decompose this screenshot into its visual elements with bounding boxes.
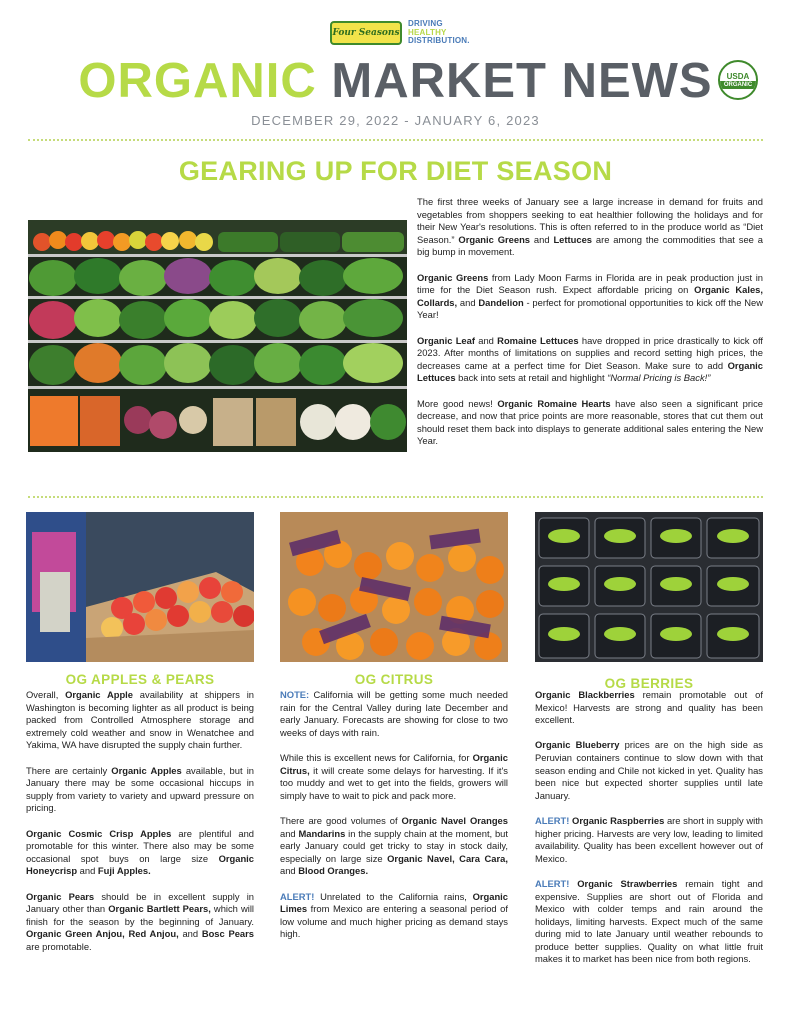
text-run: have dropped in price drastically to kick off 2023. After months of limitations on supplies and record setting high prices, the decreases came at a perfect time for Diet Season. Make sure to add (417, 334, 764, 371)
citrus-paragraph (280, 815, 508, 878)
seal-bottom-text: ORGANIC (720, 81, 756, 89)
apples-paragraph (26, 828, 254, 878)
feature-headline: GEARING UP FOR DIET SEASON (178, 156, 613, 186)
intro-paragraph (417, 272, 763, 322)
highlighted-term: Bosc Pears (201, 928, 254, 940)
highlighted-term: Organic Bartlett Pears, (108, 903, 211, 915)
highlighted-term: Dandelion (478, 296, 524, 308)
berries-title: OG BERRIES (604, 676, 694, 691)
text-run: While this is excellent news for California, for (280, 751, 473, 763)
text-run: have also seen a significant price decrease, and now that price points are more reasonable, stores that cut them out should reset them back into displays to generate additional sales entering the New Year. (417, 397, 763, 447)
dotted-divider-top (28, 139, 763, 141)
usda-organic-seal-icon (718, 60, 758, 100)
text-run: There are certainly (26, 764, 112, 776)
highlighted-term: Organic Raspberries (572, 814, 665, 826)
text-run: There are good volumes of (280, 814, 402, 826)
dotted-divider-middle (28, 496, 763, 498)
intro-article (417, 196, 763, 460)
highlighted-term: Organic Leaf (417, 334, 475, 346)
apples-pears-article (26, 689, 254, 966)
berries-paragraph (535, 739, 763, 802)
text-run: available, but in January there may be some occasional hiccups in supply from variety to variety and upward pressure on pricing. (26, 764, 254, 814)
berries-paragraph (535, 878, 763, 966)
text-run: which will finish for the season by the beginning of January. (26, 903, 254, 927)
highlighted-term: Organic Navel, Cara Cara, (387, 852, 508, 864)
apples-paragraph (26, 689, 254, 752)
highlighted-term: Organic Romaine Hearts (497, 397, 611, 409)
text-run: remain promotable out of Mexico! Harvests are strong and quality has been excellent. (535, 689, 763, 726)
text-run: and (280, 865, 299, 877)
tagline-line-2: HEALTHY (408, 27, 447, 37)
four-seasons-logo (330, 21, 402, 45)
highlighted-term: Organic Greens (417, 271, 489, 283)
alert-label: ALERT! (535, 877, 570, 889)
citrus-article (280, 689, 508, 953)
issue-dateline: DECEMBER 29, 2022 - JANUARY 6, 2023 (251, 113, 540, 128)
produce-shelf-illustration (28, 220, 407, 452)
text-run: are promotable. (26, 940, 92, 952)
alert-label: ALERT! (280, 890, 315, 902)
text-run: from Mexico are entering a seasonal period of low volume and much higher pricing as demand stays high. (280, 903, 508, 940)
alert-label: ALERT! (535, 814, 570, 826)
text-run: are plentiful and promotable for this winter. There also may be some occasional spot buys on large size (26, 827, 254, 864)
text-run: should be in excellent supply in January other than (26, 890, 254, 915)
tagline-line-3: DISTRIBUTION. (408, 36, 470, 46)
text-run: are short in supply with higher pricing. Harvests are very low, leading to limited availability. Quality has been excellent however out of Mexico. (535, 814, 764, 864)
text-run: “Normal Pricing is Back!” (607, 372, 711, 384)
masthead-title (0, 54, 791, 108)
citrus-paragraph (280, 891, 508, 941)
berries-paragraph (535, 689, 763, 727)
text-run: from Lady Moon Farms in Florida are in peak production just in time for the Diet Season rush. Expect affordable pricing on (417, 271, 763, 296)
text-run: Unrelated to the California rains, (314, 890, 473, 902)
highlighted-term: Mandarins (298, 827, 346, 839)
highlighted-term: Organic Honeycrisp (26, 852, 254, 877)
masthead-word-market-news: MARKET NEWS (331, 54, 713, 108)
citrus-paragraph (280, 752, 508, 802)
produce-shelf-photo (28, 220, 407, 452)
text-run: remain tight and expensive. Supplies are short out of Florida and Mexico with colder temps and rain around the holidays, limiting harvests. Expect much of the same during mid to late January until weather rebounds to produce better supplies. Quality on what little fruit makes it to market has been nice from both regions. (535, 877, 763, 965)
text-run: Overall, (26, 689, 66, 700)
intro-paragraph (417, 335, 763, 385)
text-run: in the supply chain at the moment, but early January could get tricky to stay in stock daily, especially on large size (280, 827, 508, 864)
highlighted-term: Lettuces (553, 233, 592, 245)
highlighted-term: Romaine Lettuces (497, 334, 579, 346)
citrus-paragraph (280, 689, 508, 739)
highlighted-term: Organic Strawberries (577, 877, 678, 889)
berries-photo (535, 512, 763, 662)
highlighted-term: Organic Greens (458, 233, 531, 245)
brand-tagline (408, 20, 470, 46)
highlighted-term: Organic Green Anjou, Red Anjou, (26, 928, 179, 940)
text-run: are among the commodities that see a big bump in movement. (417, 233, 763, 258)
text-run: and (457, 296, 479, 308)
apples-paragraph (26, 891, 254, 954)
text-run: - perfect for promotional opportunities to kick off the New Year! (417, 296, 763, 321)
text-run: prices are on the high side as Peruvian containers continue to slow down with that season ending and Chile not kicked in yet. Quality has been nice but expected shorter supplies until late January. (535, 739, 763, 801)
seal-top-text: USDA (726, 71, 750, 81)
text-run: More good news! (417, 397, 498, 409)
citrus-bags-illustration (280, 512, 508, 662)
text-run: it will create some delays for harvesting. If it's too muddy and wet to get into the fields, growers will simply have to wait to pick and pack more. (280, 764, 508, 801)
highlighted-term: Blood Oranges. (298, 865, 369, 877)
highlighted-term: Organic Cosmic Crisp Apples (26, 827, 172, 839)
intro-paragraph (417, 196, 763, 259)
text-run: and (77, 865, 98, 877)
citrus-photo (280, 512, 508, 662)
highlighted-term: Organic Lettuces (417, 359, 763, 384)
intro-paragraph (417, 398, 763, 448)
apples-box-illustration (26, 512, 254, 662)
text-run: and (178, 928, 202, 940)
text-run: and (530, 233, 554, 245)
text-run: and (280, 827, 299, 839)
berry-clamshells-illustration (535, 512, 763, 662)
apples-paragraph (26, 765, 254, 815)
highlighted-term: Organic Apples (111, 764, 182, 776)
brand-logo (330, 18, 470, 48)
apples-photo (26, 512, 254, 662)
highlighted-term: Organic Kales, Collards, (417, 284, 763, 308)
highlighted-term: Organic Limes (280, 890, 508, 915)
highlighted-term: Organic Blackberries (535, 689, 635, 700)
highlighted-term: Organic Blueberry (535, 739, 620, 751)
alert-label: NOTE: (280, 689, 310, 700)
text-run: back into sets at retail and highlight (455, 372, 608, 384)
highlighted-term: Organic Navel Oranges (401, 814, 508, 826)
tagline-line-1: DRIVING (408, 19, 443, 29)
logo-text: Four Seasons (332, 28, 400, 38)
text-run: The first three weeks of January see a large increase in demand for fruits and vegetables from shoppers seeking to eat healthier following the holidays and for their New Year's resolutions. This is often referred to in the produce world as “Diet Season.” (417, 196, 763, 245)
citrus-title: OG CITRUS (354, 672, 434, 687)
text-run: and (474, 334, 498, 346)
berries-article (535, 689, 763, 979)
masthead-word-organic: ORGANIC (78, 54, 317, 108)
highlighted-term: Organic Pears (26, 890, 95, 902)
highlighted-term: Fuji Apples. (97, 865, 151, 877)
apples-pears-title: OG APPLES & PEARS (65, 672, 215, 687)
text-run: availability at shippers in Washington is becoming lighter as all product is being packed from Controlled Atmosphere storage and extremely cold weather and snow in Wenatchee and Yakima, WA have disrupted the supply chain further. (26, 689, 254, 751)
text-run: California will be getting some much needed rain for the Central Valley during late December and early January. Forecasts are showing for close to two weeks of days with rain. (280, 689, 508, 738)
highlighted-term: Organic Apple (65, 689, 134, 700)
highlighted-term: Organic Citrus, (280, 751, 508, 776)
berries-paragraph (535, 815, 763, 865)
